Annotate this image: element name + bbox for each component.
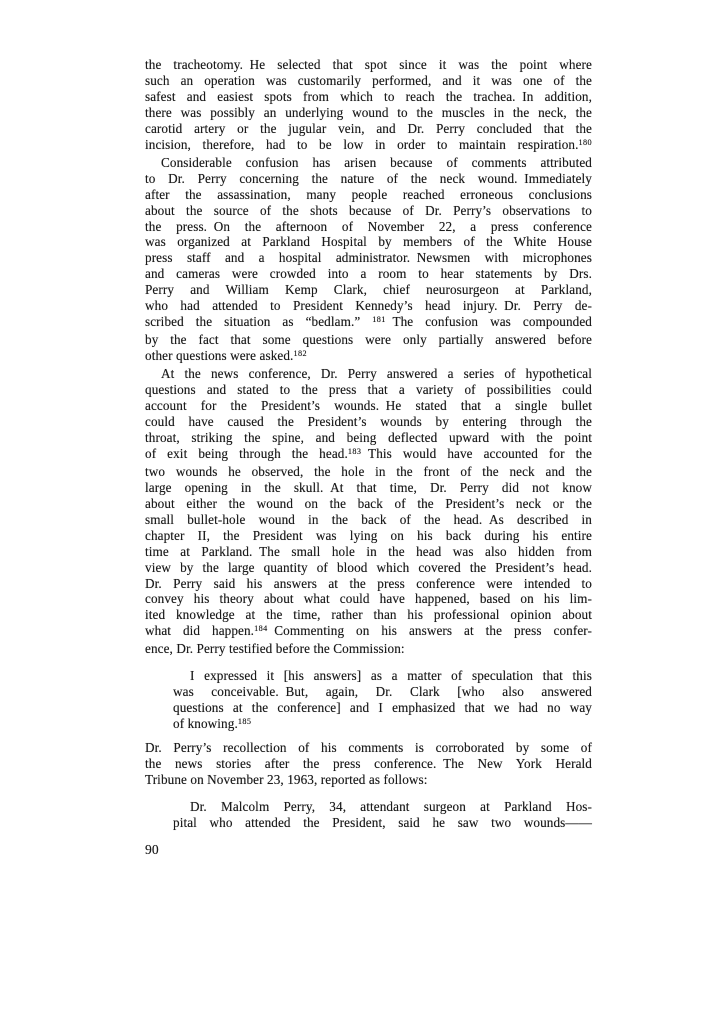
- text-line: view by the large quantity of blood which covered the President’s head.: [145, 559, 592, 575]
- text-line: throat, striking the spine, and being deflected upward with the point: [145, 429, 592, 445]
- text-line: account for the President’s wounds. He stated that a single bullet: [145, 398, 592, 414]
- paragraph: [145, 366, 592, 657]
- text-line: large opening in the skull. At that time, Dr. Perry did not know: [145, 479, 592, 495]
- text-line: Tribune on November 23, 1963, reported as follows:: [145, 771, 428, 787]
- text-line: chapter II, the President was lying on his back during his entire: [145, 527, 592, 543]
- text-line: Dr. Perry said his answers at the press conference were intended to: [145, 575, 592, 591]
- footnote-reference: 185: [237, 717, 252, 727]
- text-line: small bullet-hole wound in the back of the head. As described in: [145, 511, 592, 527]
- text-line: incision, therefore, had to be low in order to maintain respiration.$^{180}$: [145, 136, 592, 152]
- text-line: questions and stated to the press that a variety of possibilities could: [145, 382, 592, 398]
- text-line: convey his theory about what could have happened, based on his lim-: [145, 591, 592, 607]
- text-line: of exit being through the head.$^{183}$ This would have accounted for the: [145, 445, 592, 461]
- text-line: the news stories after the press conference. The New York Herald: [145, 756, 592, 772]
- text-line: Dr. Perry’s recollection of his comments is corroborated by some of: [145, 740, 592, 756]
- paragraph: [145, 155, 592, 366]
- text-line: time at Parkland. The small hole in the head was also hidden from: [145, 543, 592, 559]
- text-line: I expressed it [his answers] as a matter of speculation that this: [190, 668, 592, 684]
- text-line: press staff and a hospital administrator. Newsmen with microphones: [145, 250, 592, 266]
- text-line: At the news conference, Dr. Perry answered a series of hypothetical: [161, 366, 592, 382]
- text-line: Considerable confusion has arisen because of comments attributed: [161, 154, 592, 170]
- paragraph: [145, 57, 592, 155]
- footnote-reference: 184: [254, 624, 268, 634]
- text-line: Dr. Malcolm Perry, 34, attendant surgeon at Parkland Hos-: [190, 798, 592, 814]
- paragraph: [145, 740, 592, 788]
- footnote-reference: 181: [372, 315, 386, 325]
- text-line: about the source of the shots because of Dr. Perry’s observations to: [145, 202, 592, 218]
- text-line: ited knowledge at the time, rather than his professional opinion about: [145, 607, 592, 623]
- text-line: what did happen.$^{184}$ Commenting on his answers at the press confer-: [145, 623, 592, 639]
- text-line: there was possibly an underlying wound to the muscles in the neck, the: [145, 104, 592, 120]
- text-line: scribed the situation as “bedlam.” $^{181}$ The confusion was compounded: [145, 314, 592, 330]
- text-line: could have caused the President’s wounds by entering through the: [145, 413, 592, 429]
- text-line: pital who attended the President, said he saw two wounds——: [173, 814, 592, 830]
- text-line: was conceivable. But, again, Dr. Clark [who also answered: [173, 684, 592, 700]
- text-line: the press. On the afternoon of November 22, a press conference: [145, 218, 592, 234]
- text-line: other questions were asked.$^{182}$: [145, 348, 307, 364]
- text-line: carotid artery or the jugular vein, and Dr. Perry concluded that the: [145, 120, 592, 136]
- footnote-reference: 183: [347, 446, 362, 456]
- text-line: of knowing.$^{185}$: [173, 716, 252, 732]
- text-column: [145, 57, 592, 858]
- text-line: ence, Dr. Perry testified before the Commission:: [145, 641, 405, 657]
- text-line: such an operation was customarily performed, and it was one of the: [145, 72, 592, 88]
- text-line: who had attended to President Kennedy’s head injury. Dr. Perry de-: [145, 298, 592, 314]
- text-line: two wounds he observed, the hole in the front of the neck and the: [145, 463, 592, 479]
- text-line: about either the wound on the back of the President’s neck or the: [145, 495, 592, 511]
- text-line: after the assassination, many people reached erroneous conclusions: [145, 186, 592, 202]
- block-quote: [173, 799, 592, 831]
- block-quote: [173, 668, 592, 734]
- page-number: 90: [145, 841, 159, 857]
- text-line: the tracheotomy. He selected that spot since it was the point where: [145, 57, 592, 72]
- footnote-reference: 180: [578, 137, 592, 147]
- footnote-reference: 182: [293, 349, 307, 359]
- text-line: to Dr. Perry concerning the nature of the neck wound. Immediately: [145, 170, 592, 186]
- text-line: safest and easiest spots from which to reach the trachea. In addition,: [145, 88, 592, 104]
- text-line: by the fact that some questions were only partially answered before: [145, 332, 592, 348]
- text-line: and cameras were crowded into a room to hear statements by Drs.: [145, 266, 592, 282]
- text-line: was organized at Parkland Hospital by members of the White House: [145, 234, 592, 250]
- text-line: Perry and William Kemp Clark, chief neurosurgeon at Parkland,: [145, 282, 592, 298]
- text-line: questions at the conference] and I emphasized that we had no way: [173, 700, 592, 716]
